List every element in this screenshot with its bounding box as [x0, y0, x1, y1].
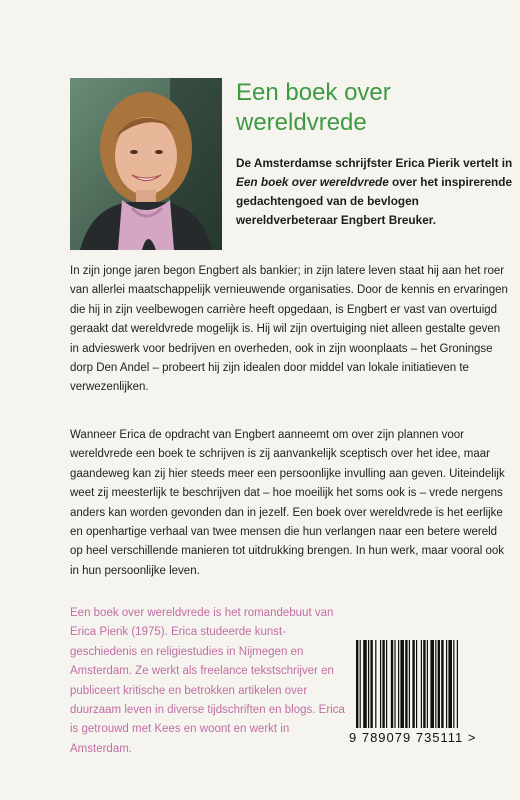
intro-part-1: De Amsterdamse schrijfster Erica Pierik vertelt in — [236, 156, 513, 170]
author-photo — [70, 78, 222, 250]
body-paragraph-2: Wanneer Erica de opdracht van Engbert aanneemt om over zijn plannen voor wereldvrede een boek te schrijven is zij aanvankelijk sceptisch over het idee, maar gaandeweg kan zij hier steeds meer een persoonlijke invulling aan geven. Uiteindelijk weet zij meesterlijk te beschrijven dat – hoe moeilijk het soms ook is – vrede nergens anders kan worden gevonden dan in jezelf. Een boek over wereldvrede is het eerlijke en openhartige verhaal van twee mensen die hun verlangen naar een betere wereld op heel verschillende manieren tot uitdrukking brengen. In hun werk, maar vooral ook in hun persoonlijke leven. — [70, 429, 505, 577]
intro-text — [236, 154, 516, 230]
book-title: Een boek over wereldvrede — [236, 79, 391, 136]
author-bio: Een boek over wereldvrede is het romandebuut van Erica Pierik (1975). Erica studeerde kunst-geschiedenis en religiestudies in Nijmegen en Amsterdam. Ze werkt als freelance tekstschrijver en publiceert kritische en betrokken artikelen over duurzaam leven in diverse tijdschriften en blogs. Erica is getrouwd met Kees en woont en werkt in Amsterdam. — [70, 607, 345, 755]
intro-book-title: Een boek over wereldvrede — [236, 175, 389, 189]
intro-part-2: over het inspirerende gedachtengoed van de bevlogen wereldverbeteraar Engbert Breuker. — [236, 175, 513, 227]
isbn-number: 9 789079 735111 > — [349, 730, 477, 745]
body-paragraph-1: In zijn jonge jaren begon Engbert als bankier; in zijn latere leven staat hij aan het roer van allerlei maatschappelijk vernieuwende organisaties. Door de kennis en ervaringen die hij in zijn veelbewogen carrière heeft opgedaan, is Engbert er vast van overtuigd geraakt dat wereldvrede mogelijk is. Hij wil zijn overtuiging niet alleen gestalte geven in advieswerk voor bedrijven en overheden, ook in zijn woonplaats – het Groningse dorp Den Andel – probeert hij zijn idealen door middel van lokale initiatieven te verwezenlijken. — [70, 265, 508, 394]
